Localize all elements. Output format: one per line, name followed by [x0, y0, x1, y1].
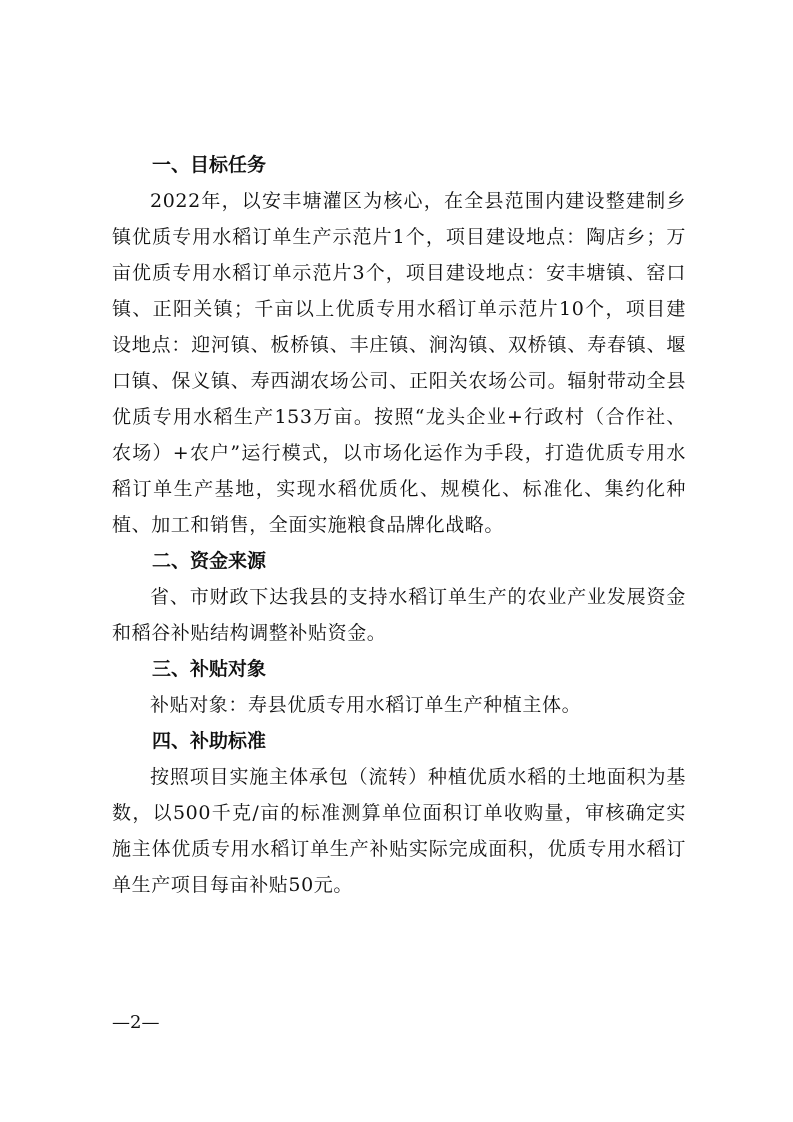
- section-heading-goals: 一、目标任务: [152, 154, 267, 176]
- document-body: [112, 147, 686, 903]
- section-paragraph-goals: 2022年，以安丰塘灌区为核心，在全县范围内建设整建制乡镇优质专用水稻订单生产示范片1个，项目建设地点：陶店乡；万亩优质专用水稻订单示范片3个，项目建设地点：安丰塘镇、窑口镇、正阳关镇；千亩以上优质专用水稻订单示范片10个，项目建设地点：迎河镇、板桥镇、丰庄镇、涧沟镇、双桥镇、寿春镇、堰口镇、保义镇、寿西湖农场公司、正阳关农场公司。辐射带动全县优质专用水稻生产153万亩。按照“龙头企业+行政村（合作社、农场）+农户”运行模式，以市场化运作为手段，打造优质专用水稻订单生产基地，实现水稻优质化、规模化、标准化、集约化种植、加工和销售，全面实施粮食品牌化战略。: [112, 190, 686, 536]
- section-paragraph-subsidy-standard: 按照项目实施主体承包（流转）种植优质水稻的土地面积为基数，以500千克/亩的标准测算单位面积订单收购量，审核确定实施主体优质专用水稻订单生产补贴实际完成面积，优质专用水稻订单生产项目每亩补贴50元。: [112, 766, 686, 896]
- section-paragraph-funding-source: 省、市财政下达我县的支持水稻订单生产的农业产业发展资金和稻谷补贴结构调整补贴资金。: [112, 586, 686, 644]
- section-heading-subsidy-target: 三、补贴对象: [152, 658, 267, 680]
- page-number: —2—: [112, 1012, 160, 1033]
- section-heading-funding-source: 二、资金来源: [152, 550, 267, 572]
- section-heading-subsidy-standard: 四、补助标准: [152, 730, 267, 752]
- section-paragraph-subsidy-target: 补贴对象：寿县优质专用水稻订单生产种植主体。: [150, 694, 582, 716]
